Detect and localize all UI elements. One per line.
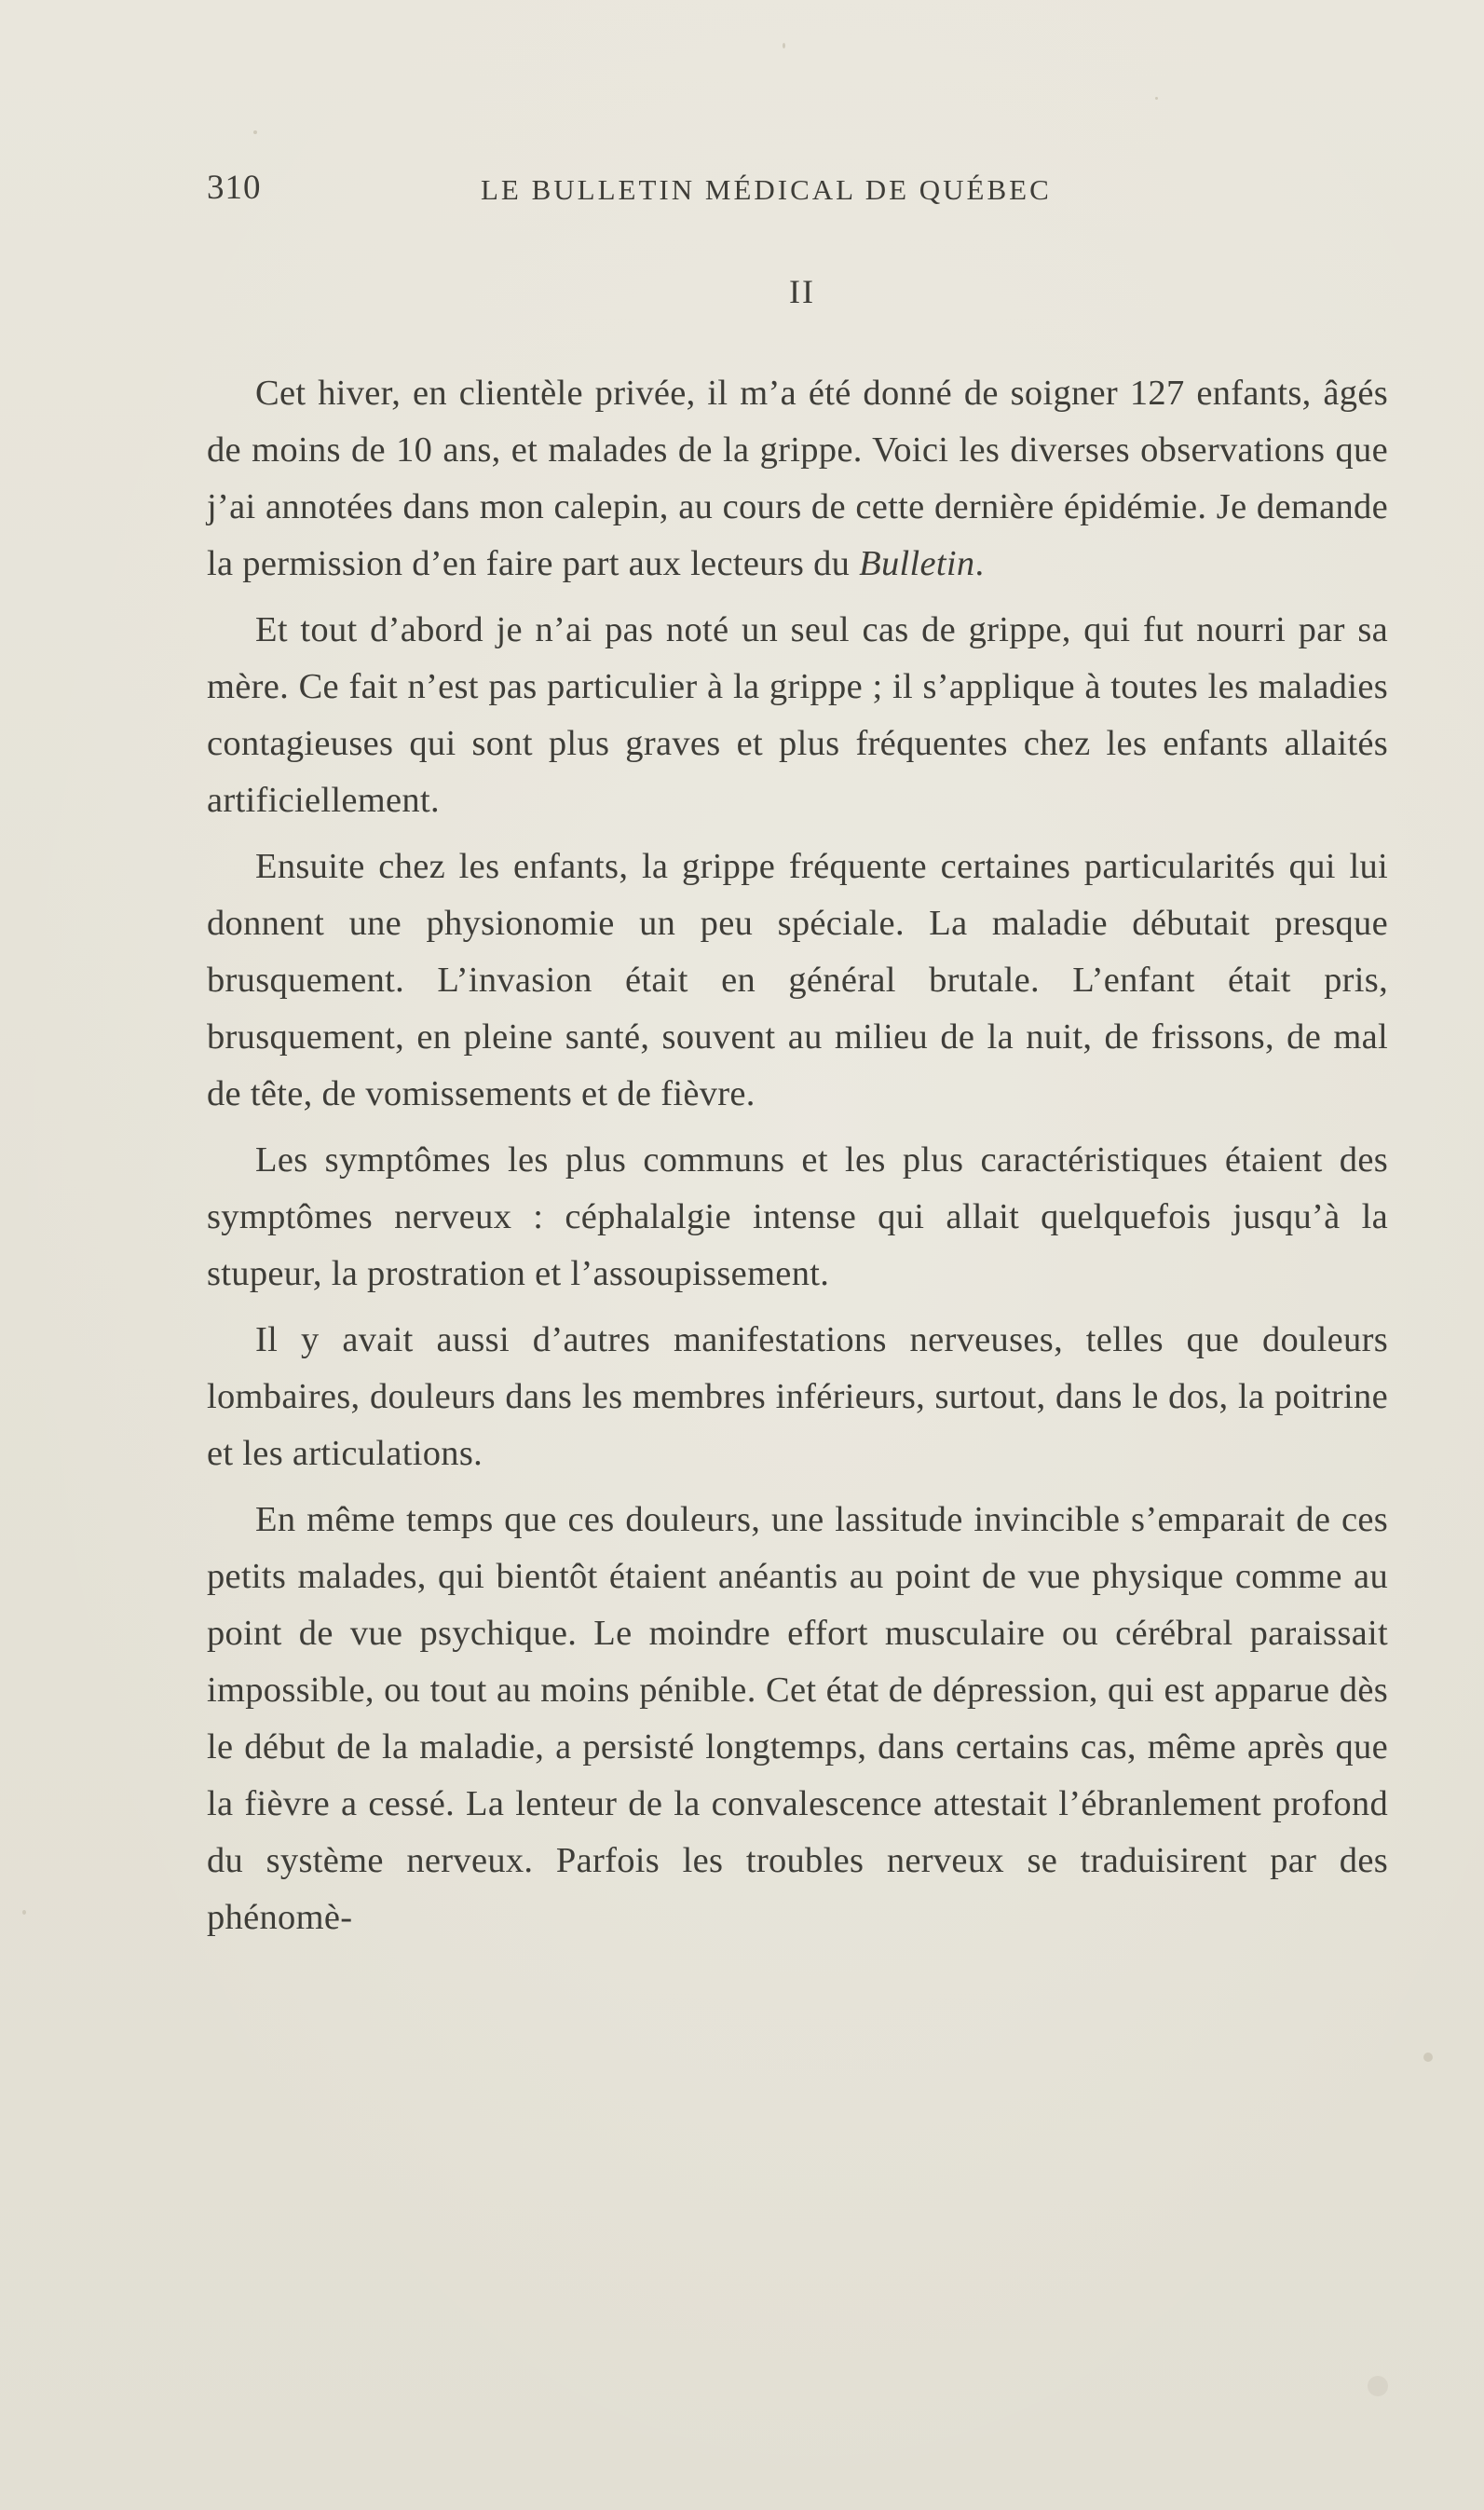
running-head: LE BULLETIN MÉDICAL DE QUÉBEC: [481, 173, 1052, 206]
paper-speck: [22, 1910, 26, 1915]
paragraph: En même temps que ces douleurs, une lassitude invincible s’emparait de ces petits malades, qui bientôt étaient anéantis au point de vue physique comme au point de vue psychique. Le moindre effort musculaire ou cérébral paraissait impossible, ou tout au moins pénible. Cet état de dépression, qui est apparue dès le début de la maladie, a persisté longtemps, dans certains cas, même après que la fièvre a cessé. La lenteur de la convalescence attestait l’ébranlement profond du système nerveux. Parfois les troubles nerveux se traduisirent par des phénomè-: [207, 1500, 1388, 1937]
paragraph-text: .: [974, 544, 985, 583]
paper-speck: [783, 43, 785, 48]
paper-speck: [1155, 97, 1158, 100]
section-number: II: [789, 273, 815, 310]
paragraph: Les symptômes les plus communs et les plus caractéristiques étaient des symptômes nerveux : céphalalgie intense qui allait quelquefois jusqu’à la stupeur, la prostration et l’assoupissement.: [207, 1140, 1388, 1293]
paragraph: Et tout d’abord je n’ai pas noté un seul cas de grippe, qui fut nourri par sa mère. Ce fait n’est pas particulier à la grippe ; il s’applique à toutes les maladies contagieuses qui sont plus graves et plus fréquentes chez les enfants allaités artificiellement.: [207, 610, 1388, 820]
paragraph: [207, 365, 1388, 593]
paragraph: Ensuite chez les enfants, la grippe fréquente certaines particularités qui lui donnent une physionomie un peu spéciale. La maladie débutait presque brusquement. L’invasion était en général brutale. L’enfant était pris, brusquement, en pleine santé, souvent au milieu de la nuit, de frissons, de mal de tête, de vomissements et de fièvre.: [207, 847, 1388, 1113]
page-number: 310: [207, 169, 262, 207]
paper-speck: [253, 130, 257, 134]
journal-title-italic: Bulletin: [859, 544, 975, 583]
paragraph: Il y avait aussi d’autres manifestations nerveuses, telles que douleurs lombaires, douleurs dans les membres inférieurs, surtout, dans le dos, la poitrine et les articulations.: [207, 1320, 1388, 1473]
paper-speck: [1423, 2053, 1433, 2062]
paper-speck: [1368, 2376, 1388, 2396]
paragraph-text: Cet hiver, en clientèle privée, il m’a été donné de soigner 127 enfants, âgés de moins de 10 ans, et malades de la grippe. Voici les diverses observations que j’ai annotées dans mon calepin, au cours de cette dernière épidémie. Je demande la permission d’en faire part aux lecteurs du: [207, 374, 1388, 583]
page-header: [207, 168, 1390, 214]
article-body: [207, 365, 1388, 1956]
